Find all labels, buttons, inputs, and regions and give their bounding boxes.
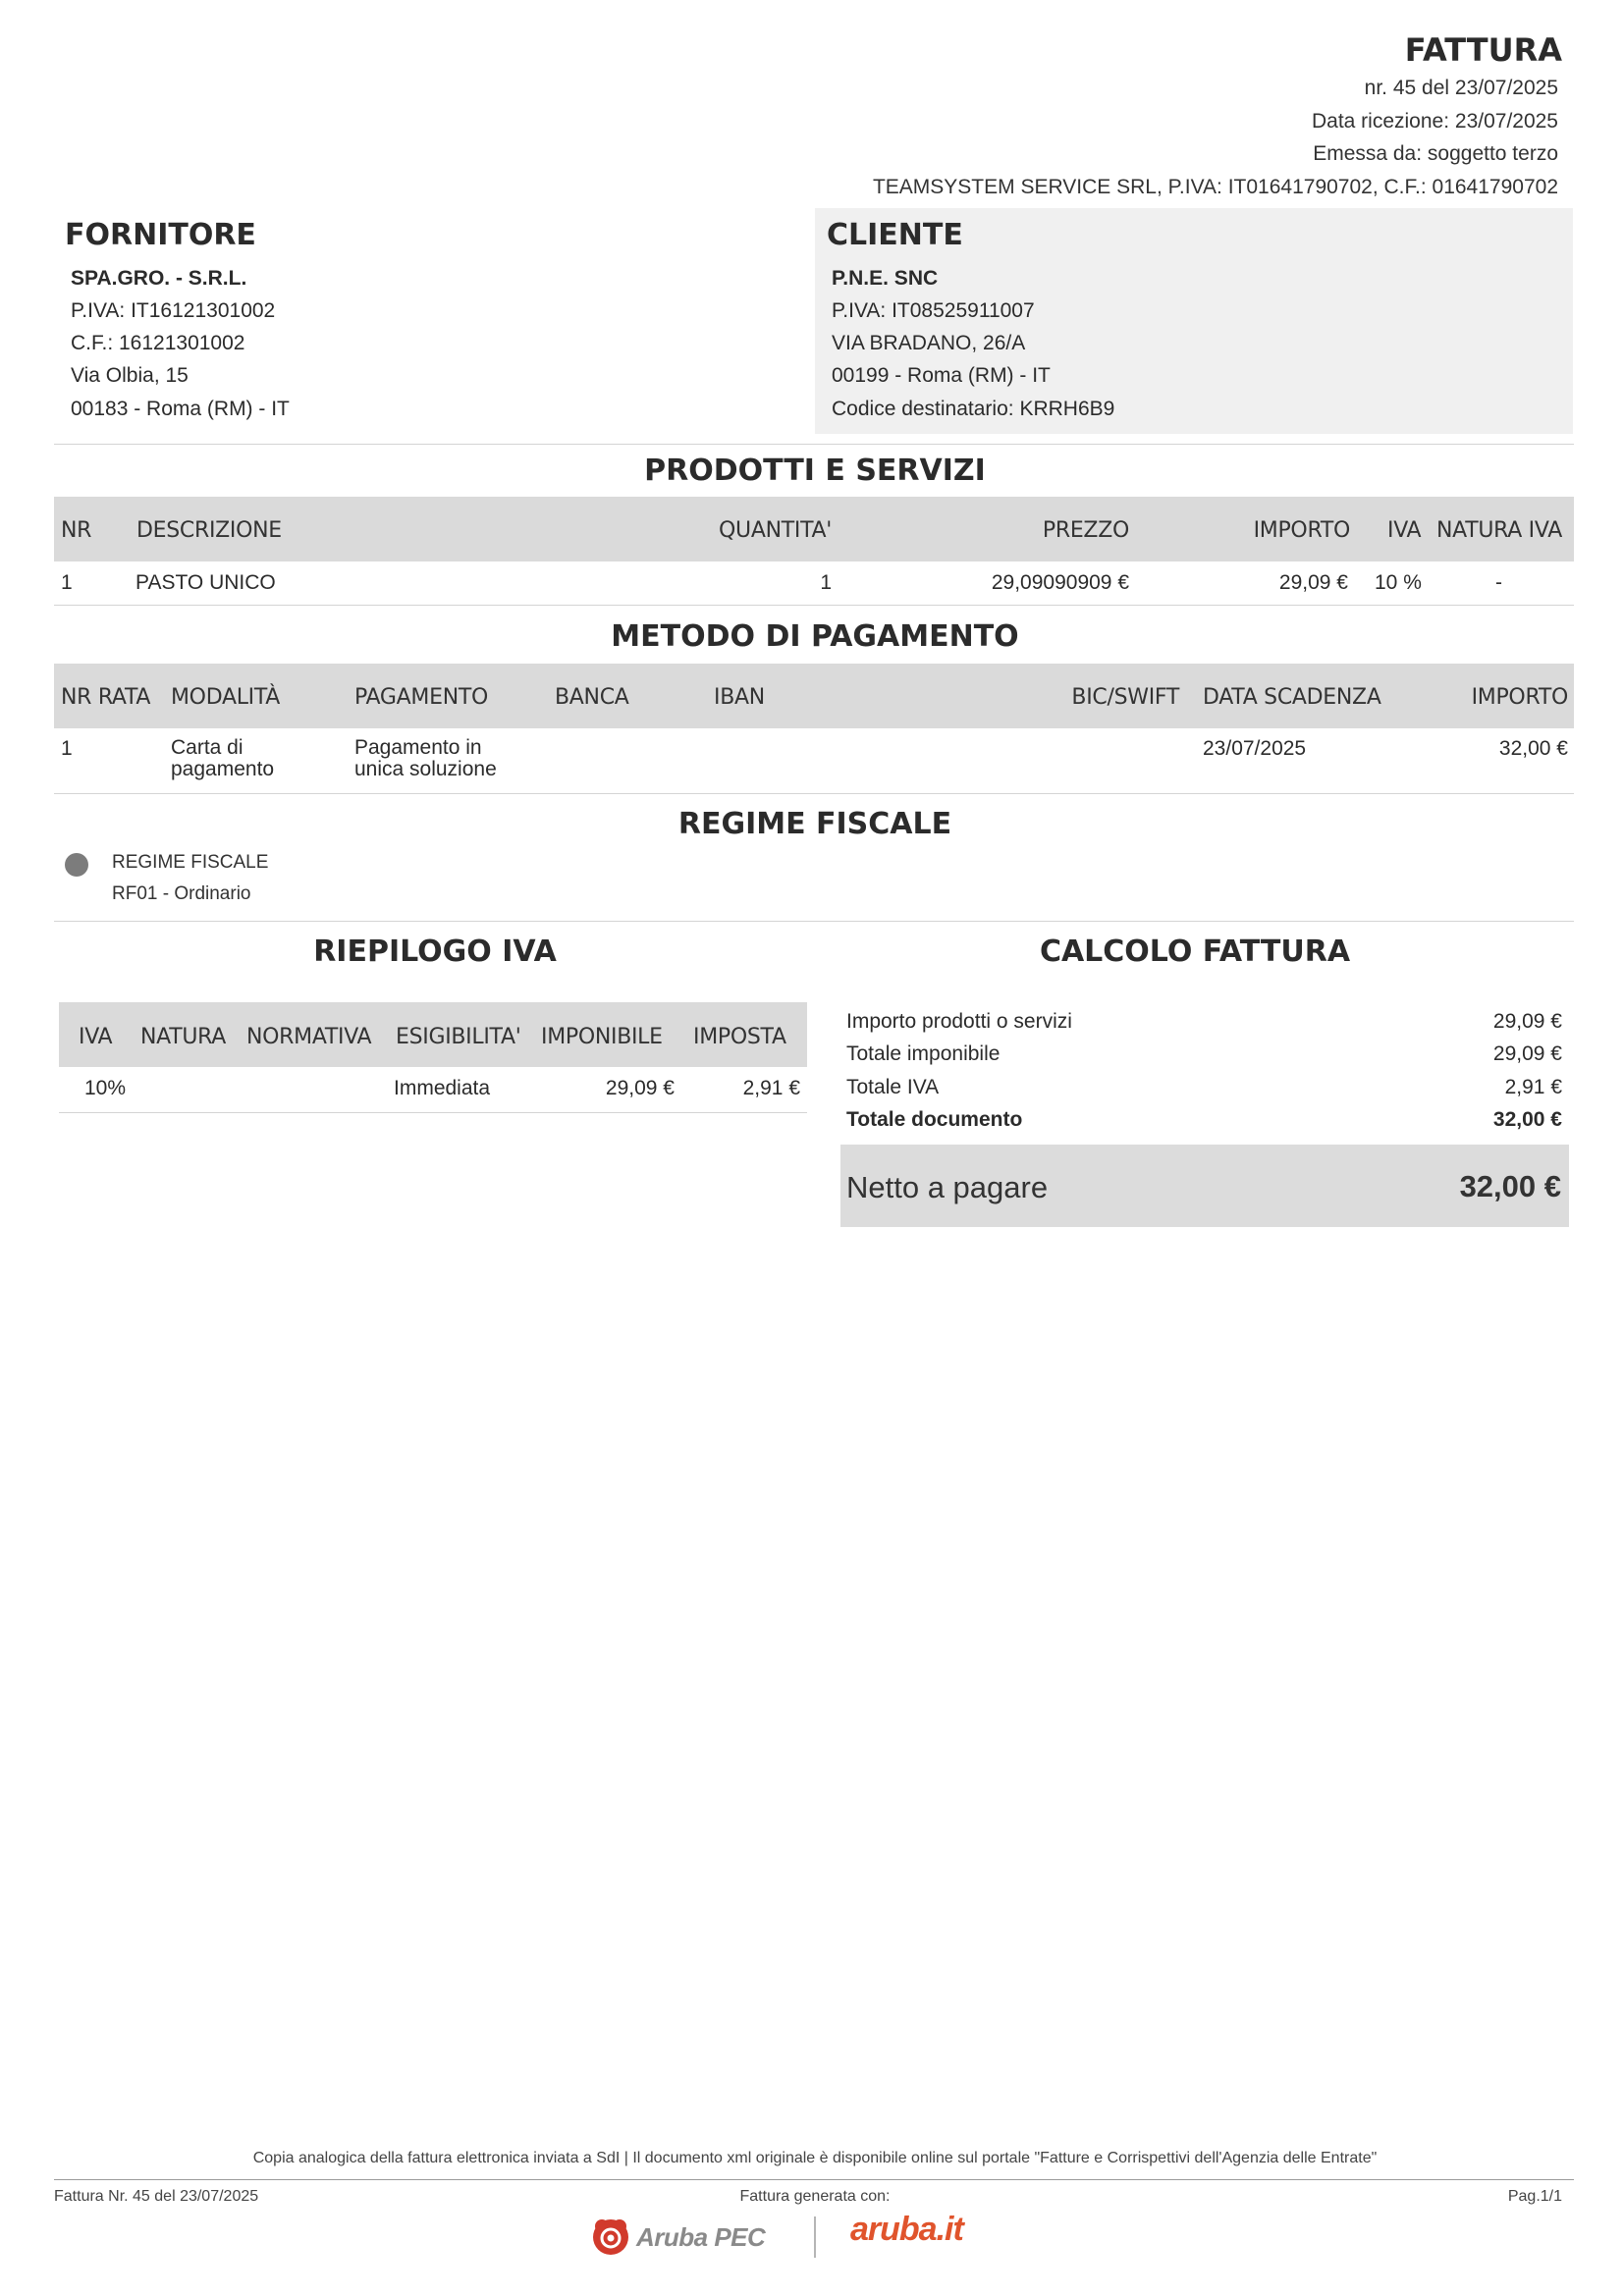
vat-tax: 2,91 € — [742, 1077, 800, 1099]
aruba-pec-icon — [589, 2216, 632, 2258]
col-iva: IVA — [79, 1025, 113, 1049]
product-nr: 1 — [61, 571, 73, 594]
supplier-block — [57, 208, 803, 436]
col-nr-rata: NR RATA — [61, 685, 151, 710]
payment-amount: 32,00 € — [1498, 737, 1568, 760]
vat-taxable: 29,09 € — [605, 1077, 675, 1099]
col-esigibilita: ESIGIBILITA' — [396, 1025, 521, 1049]
aruba-pec-logo — [589, 2216, 782, 2258]
calc-label-products: Importo prodotti o servizi — [846, 1010, 1072, 1033]
divider — [54, 605, 1574, 606]
divider — [54, 444, 1574, 445]
client-heading: CLIENTE — [827, 218, 963, 252]
col-natura: NATURA — [140, 1025, 226, 1049]
product-quantity: 1 — [820, 571, 832, 594]
client-block — [815, 208, 1573, 434]
calc-value-products: 29,09 € — [1492, 1010, 1562, 1033]
regime-value: RF01 - Ordinario — [112, 883, 251, 904]
col-imponibile: IMPONIBILE — [541, 1025, 663, 1049]
payment-terms-line2: unica soluzione — [354, 758, 497, 780]
calc-label-taxable: Totale imponibile — [846, 1042, 1001, 1065]
net-payable-value: 32,00 € — [1459, 1169, 1561, 1203]
supplier-tax-code: C.F.: 16121301002 — [71, 332, 245, 354]
col-nr: NR — [61, 518, 92, 543]
aruba-pec-logo-text: Aruba PEC — [636, 2222, 766, 2252]
col-modalita: MODALITÀ — [171, 685, 281, 710]
client-recipient-code: Codice destinatario: KRRH6B9 — [832, 398, 1115, 420]
payment-mode-line1: Carta di — [171, 736, 243, 759]
col-description: DESCRIZIONE — [136, 518, 282, 543]
client-vat: P.IVA: IT08525911007 — [832, 299, 1035, 322]
divider — [54, 921, 1574, 922]
third-party-info: TEAMSYSTEM SERVICE SRL, P.IVA: IT01641790702, C.F.: 01641790702 — [872, 176, 1558, 198]
payment-due-date: 23/07/2025 — [1203, 737, 1307, 760]
client-city: 00199 - Roma (RM) - IT — [832, 364, 1051, 387]
payment-mode — [171, 737, 274, 780]
client-name: P.N.E. SNC — [832, 267, 939, 290]
vat-rate: 10% — [84, 1077, 127, 1099]
divider — [59, 1112, 807, 1113]
footer-generated-by: Fattura generata con: — [739, 2188, 891, 2205]
aruba-it-logo: aruba.it — [850, 2211, 963, 2248]
col-quantity: QUANTITA' — [719, 518, 832, 543]
col-vat: IVA — [1387, 518, 1422, 543]
document-title: FATTURA — [1404, 31, 1562, 69]
calc-label-vat: Totale IVA — [846, 1076, 940, 1098]
footer-divider — [54, 2179, 1574, 2180]
col-imposta: IMPOSTA — [693, 1025, 786, 1049]
payment-nr: 1 — [61, 737, 73, 760]
net-payable-box — [840, 1145, 1569, 1227]
calc-value-taxable: 29,09 € — [1492, 1042, 1562, 1065]
footer-page: Pag.1/1 — [1507, 2188, 1562, 2205]
invoice-calc-heading: CALCOLO FATTURA — [1039, 934, 1351, 969]
supplier-city: 00183 - Roma (RM) - IT — [71, 398, 290, 420]
products-heading: PRODOTTI E SERVIZI — [644, 454, 986, 488]
client-address: VIA BRADANO, 26/A — [832, 332, 1026, 354]
supplier-address: Via Olbia, 15 — [71, 364, 189, 387]
calc-value-vat: 2,91 € — [1504, 1076, 1562, 1098]
supplier-heading: FORNITORE — [65, 218, 256, 252]
footer-doc-ref: Fattura Nr. 45 del 23/07/2025 — [54, 2188, 259, 2205]
calc-label-total: Totale documento — [846, 1108, 1023, 1131]
col-iban: IBAN — [714, 685, 765, 710]
footer-notice: Copia analogica della fattura elettronica inviata a SdI | Il documento xml originale è disponibile online sul portale "Fatture e Corrispettivi dell'Agenzia delle Entrate" — [252, 2150, 1378, 2166]
invoice-number: nr. 45 del 23/07/2025 — [1364, 77, 1558, 99]
product-vat-nature: - — [1495, 571, 1502, 594]
bullet-icon — [65, 853, 88, 877]
col-bic: BIC/SWIFT — [1071, 685, 1179, 710]
col-normativa: NORMATIVA — [246, 1025, 372, 1049]
col-importo: IMPORTO — [1471, 685, 1568, 710]
calc-value-total: 32,00 € — [1492, 1108, 1562, 1131]
col-pagamento: PAGAMENTO — [354, 685, 489, 710]
product-vat: 10 % — [1375, 571, 1422, 594]
payment-terms — [354, 737, 497, 780]
col-price: PREZZO — [1042, 518, 1129, 543]
supplier-name: SPA.GRO. - S.R.L. — [71, 267, 247, 290]
vat-summary-heading: RIEPILOGO IVA — [313, 934, 557, 969]
received-date: Data ricezione: 23/07/2025 — [1311, 110, 1558, 133]
supplier-vat: P.IVA: IT16121301002 — [71, 299, 276, 322]
col-amount: IMPORTO — [1253, 518, 1350, 543]
issued-by: Emessa da: soggetto terzo — [1313, 142, 1558, 165]
divider — [54, 793, 1574, 794]
payment-mode-line2: pagamento — [171, 758, 275, 780]
regime-heading: REGIME FISCALE — [677, 807, 952, 841]
vat-eligibility: Immediata — [394, 1077, 491, 1099]
regime-label: REGIME FISCALE — [112, 852, 269, 873]
col-banca: BANCA — [555, 685, 629, 710]
product-amount: 29,09 € — [1278, 571, 1348, 594]
product-description: PASTO UNICO — [135, 571, 276, 594]
logo-separator — [814, 2216, 816, 2258]
product-price: 29,09090909 € — [991, 571, 1129, 594]
payment-heading: METODO DI PAGAMENTO — [611, 619, 1019, 654]
net-payable-label: Netto a pagare — [846, 1170, 1049, 1204]
payment-terms-line1: Pagamento in — [354, 736, 482, 759]
col-scadenza: DATA SCADENZA — [1203, 685, 1381, 710]
col-vat-nature: NATURA IVA — [1436, 518, 1562, 543]
